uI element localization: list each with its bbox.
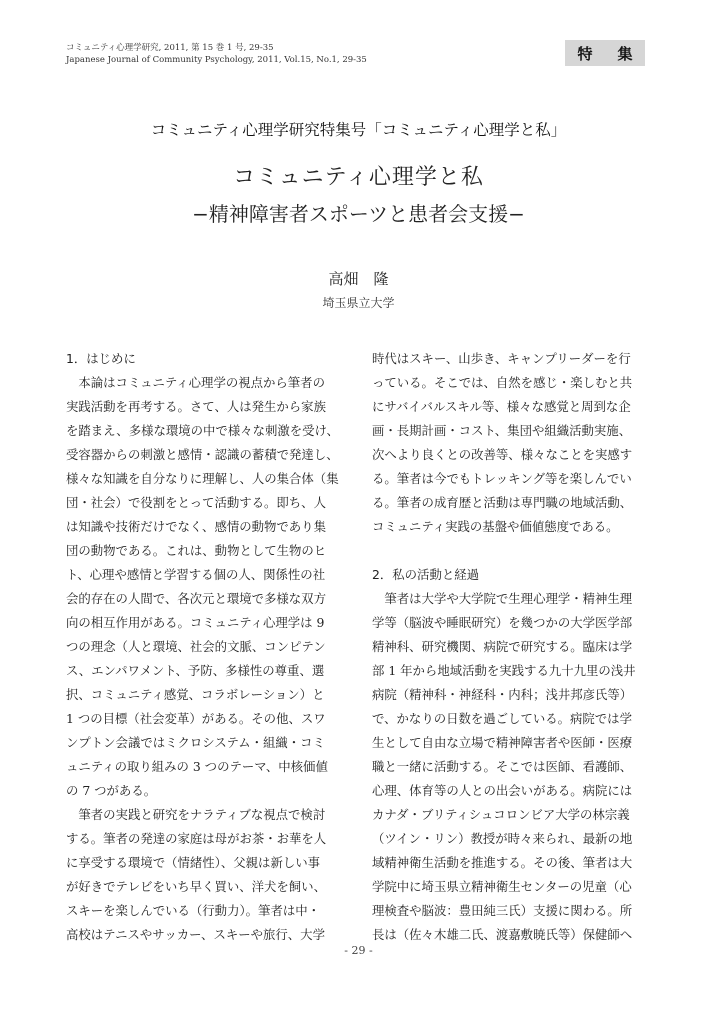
badge-char-1: 特 xyxy=(577,44,593,63)
author-name: 高畑 隆 xyxy=(328,270,389,288)
text-line: 学院中に埼玉県立精神衛生センターの児童（心 xyxy=(372,879,632,894)
text-line: 域精神衛生活動を推進する。その後、筆者は大 xyxy=(372,855,633,870)
text-line: で、かなりの日数を過ごしている。病院では学 xyxy=(372,711,632,726)
badge-char-2: 集 xyxy=(617,44,633,63)
text-line: にサバイバルスキル等、様々な感覚と周到な企 xyxy=(372,399,631,414)
text-line: 受容器からの刺激と感情・認識の蓄積で発達し、 xyxy=(66,447,339,462)
text-line: 学等（脳波や睡眠研究）を幾つかの大学医学部 xyxy=(372,615,633,630)
text-line: 時代はスキー、山歩き、キャンプリーダーを行 xyxy=(372,351,631,366)
section-heading: 2．私の活動と経過 xyxy=(372,567,480,582)
body-column-right xyxy=(372,347,647,947)
text-line xyxy=(372,539,647,563)
text-line: 会的存在の人間で、各次元と環境で多様な双方 xyxy=(66,591,326,606)
special-issue-badge xyxy=(565,40,645,66)
text-line: っている。そこでは、自然を感じ・楽しむと共 xyxy=(372,375,633,390)
text-line: 精神科、研究機関、病院で研究する。臨床は学 xyxy=(372,639,633,654)
text-line: （ツイン・リン）教授が時々来られ、最新の地 xyxy=(372,831,633,846)
text-line: に享受する環境で（情緒性）、父親は新しい事 xyxy=(66,855,321,870)
text-line: 職と一緒に活動する。そこでは医師、看護師、 xyxy=(372,759,633,774)
text-line: スキーを楽しんでいる（行動力）。筆者は中・ xyxy=(66,903,321,918)
article-title: コミュニティ心理学と私 xyxy=(233,165,484,190)
text-line: を踏まえ、多様な環境の中で様々な刺激を受け、 xyxy=(66,423,339,438)
text-line: 部 1 年から地域活動を実践する九十九里の浅井 xyxy=(372,663,636,678)
text-line: する。筆者の発達の家庭は母がお茶・お華を人 xyxy=(66,831,327,846)
text-line: る。筆者は今でもトレッキング等を楽しんでい xyxy=(372,471,632,486)
text-line: 長は（佐々木雄二氏、渡嘉敷暁氏等）保健師へ xyxy=(372,927,633,942)
text-line: 生として自由な立場で精神障害者や医師・医療 xyxy=(372,735,633,750)
citation-english: Japanese Journal of Community Psychology, 2011, Vol.15, No.1, 29-35 xyxy=(66,55,367,65)
text-line: は知識や技術だけでなく、感情の動物であり集 xyxy=(66,519,326,534)
text-line: 本論はコミュニティ心理学の視点から筆者の xyxy=(66,375,325,390)
text-line: 理検査や脳波：豊田純三氏）支援に関わる。所 xyxy=(372,903,633,918)
text-line: つの理念（人と環境、社会的文脈、コンピテン xyxy=(66,639,326,654)
text-line: 病院（精神科・神経科・内科；浅井邦彦氏等） xyxy=(372,687,633,702)
text-line: 向の相互作用がある。コミュニティ心理学は 9 xyxy=(66,615,325,630)
journal-citation xyxy=(66,42,367,66)
text-line: 実践活動を再考する。さて、人は発生から家族 xyxy=(66,399,326,414)
text-line: る。筆者の成育歴と活動は専門職の地域活動、 xyxy=(372,495,633,510)
section-heading: 1．はじめに xyxy=(66,351,136,366)
text-line: ュニティの取り組みの 3 つのテーマ、中核価値 xyxy=(66,759,328,774)
text-line: 次へより良くとの改善等、様々なことを実感す xyxy=(372,447,633,462)
text-line: 団の動物である。これは、動物として生物のヒ xyxy=(66,543,327,558)
text-line: 画・長期計画・コスト、集団や組織活動実施、 xyxy=(372,423,632,438)
body-column-left xyxy=(66,347,341,947)
text-line: 筆者は大学や大学院で生理心理学・精神生理 xyxy=(372,591,633,606)
author-affiliation: 埼玉県立大学 xyxy=(322,296,395,310)
text-line: 高校はテニスやサッカー、スキーや旅行、大学 xyxy=(66,927,325,942)
text-line: 択、コミュニティ感覚、コラボレーション）と xyxy=(66,687,325,702)
series-title: コミュニティ心理学研究特集号「コミュニティ心理学と私」 xyxy=(150,121,567,139)
text-line: が好きでテレビをいち早く買い、洋犬を飼い、 xyxy=(66,879,326,894)
text-line: ト、心理や感情と学習する個の人、関係性の社 xyxy=(66,567,326,582)
page-number: - 29 - xyxy=(344,944,373,957)
text-line: の 7 つがある。 xyxy=(66,783,157,798)
text-line: 1 つの目標（社会変革）がある。その他、スワ xyxy=(66,711,326,726)
text-line: 筆者の実践と研究をナラティブな視点で検討 xyxy=(66,807,326,822)
text-line: 心理、体育等の人との出会いがある。病院には xyxy=(372,783,633,798)
article-subtitle: −精神障害者スポーツと患者会支援− xyxy=(192,202,525,226)
citation-japanese: コミュニティ心理学研究, 2011, 第 15 巻 1 号, 29-35 xyxy=(66,43,274,53)
text-line: コミュニティ実践の基盤や価値態度である。 xyxy=(372,519,619,534)
text-line: 団・社会）で役割をとって活動する。即ち、人 xyxy=(66,495,326,510)
text-line: カナダ・ブリティシュコロンビア大学の林宗義 xyxy=(372,807,630,822)
text-line: ンプトン会議ではミクロシステム・組織・コミ xyxy=(66,735,325,750)
text-line: 様々な知識を自分なりに理解し、人の集合体（集 xyxy=(66,471,339,486)
text-line: ス、エンパワメント、予防、多様性の尊重、選 xyxy=(66,663,325,678)
